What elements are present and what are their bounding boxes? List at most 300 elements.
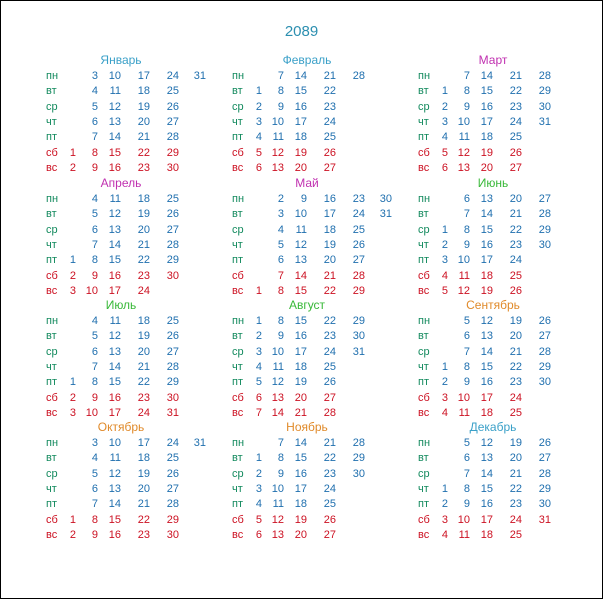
day-number: 29 xyxy=(538,360,551,373)
day-number: 23 xyxy=(509,100,522,113)
weekday-row xyxy=(46,207,216,222)
day-number: 22 xyxy=(137,376,150,389)
day-label: вс xyxy=(232,528,244,541)
day-number: 3 xyxy=(441,513,448,526)
day-number: 12 xyxy=(480,315,493,327)
weekday-row xyxy=(418,467,588,482)
day-number: 13 xyxy=(271,391,284,404)
day-label: вт xyxy=(232,208,243,221)
day-number: 6 xyxy=(463,330,470,343)
weekday-row xyxy=(418,253,588,268)
day-label: ср xyxy=(418,100,430,113)
day-number: 30 xyxy=(166,391,179,404)
day-number: 19 xyxy=(480,146,493,159)
day-number: 18 xyxy=(137,193,150,205)
day-number: 10 xyxy=(457,254,470,267)
day-label: чт xyxy=(232,115,243,128)
weekday-row xyxy=(418,513,588,528)
day-number: 14 xyxy=(294,70,307,82)
day-number: 19 xyxy=(294,146,307,159)
day-number: 17 xyxy=(108,284,121,297)
day-number: 5 xyxy=(255,513,262,526)
day-number: 10 xyxy=(271,345,284,358)
weekday-row xyxy=(46,451,216,466)
day-number: 14 xyxy=(480,208,493,221)
day-number: 26 xyxy=(323,146,336,159)
day-number: 6 xyxy=(463,452,470,465)
day-label: ср xyxy=(232,223,244,236)
day-number: 2 xyxy=(277,193,284,205)
day-number: 18 xyxy=(480,269,493,282)
day-number: 8 xyxy=(277,85,284,98)
day-number: 26 xyxy=(166,208,179,221)
weekday-row xyxy=(418,192,588,207)
day-number: 28 xyxy=(323,406,336,419)
month-title: Август xyxy=(288,298,326,312)
day-label: пн xyxy=(418,437,431,449)
day-number: 3 xyxy=(441,115,448,128)
day-number: 12 xyxy=(457,146,470,159)
day-number: 1 xyxy=(69,376,76,389)
day-label: вт xyxy=(232,452,243,465)
day-number: 10 xyxy=(271,482,284,495)
weekday-row xyxy=(232,482,402,497)
day-number: 3 xyxy=(255,115,262,128)
day-number: 1 xyxy=(255,284,262,297)
day-label: сб xyxy=(46,146,58,159)
day-number: 9 xyxy=(277,467,284,480)
weekday-row xyxy=(232,314,402,329)
day-label: чт xyxy=(418,360,429,373)
day-number: 16 xyxy=(294,330,307,343)
day-number: 20 xyxy=(137,345,150,358)
day-label: сб xyxy=(418,513,430,526)
month-title: Январь xyxy=(100,53,142,67)
day-number: 17 xyxy=(480,254,493,267)
day-number: 5 xyxy=(441,284,448,297)
day-number: 9 xyxy=(463,238,470,251)
day-number: 6 xyxy=(277,254,284,267)
day-number: 22 xyxy=(509,223,522,236)
day-number: 12 xyxy=(271,146,284,159)
month-block xyxy=(418,53,588,185)
day-number: 27 xyxy=(323,528,336,541)
day-number: 20 xyxy=(323,254,336,267)
weekday-row xyxy=(46,375,216,390)
day-number: 2 xyxy=(255,100,262,113)
day-number: 2 xyxy=(255,467,262,480)
day-number: 10 xyxy=(457,115,470,128)
day-number: 8 xyxy=(463,223,470,236)
month-title: Май xyxy=(295,176,319,190)
day-number: 6 xyxy=(463,193,470,205)
day-number: 22 xyxy=(137,513,150,526)
day-number: 7 xyxy=(91,131,98,144)
day-label: чт xyxy=(418,238,429,251)
day-number: 26 xyxy=(166,330,179,343)
weekday-row xyxy=(46,161,216,176)
day-number: 22 xyxy=(137,254,150,267)
day-label: чт xyxy=(232,360,243,373)
day-number: 18 xyxy=(323,223,336,236)
day-label: вс xyxy=(46,406,58,419)
day-number: 7 xyxy=(463,70,470,82)
month-block xyxy=(232,298,402,430)
day-number: 17 xyxy=(480,391,493,404)
day-number: 19 xyxy=(509,315,522,327)
weekday-row xyxy=(232,115,402,130)
day-number: 29 xyxy=(538,482,551,495)
day-number: 29 xyxy=(166,254,179,267)
day-label: пн xyxy=(46,193,59,205)
month-block xyxy=(46,420,216,552)
day-number: 11 xyxy=(109,193,121,205)
day-number: 6 xyxy=(91,482,98,495)
day-number: 11 xyxy=(109,452,121,465)
day-number: 15 xyxy=(108,513,121,526)
month-title: Июнь xyxy=(477,176,509,190)
day-number: 12 xyxy=(108,100,121,113)
day-number: 14 xyxy=(294,437,307,449)
month-block xyxy=(232,420,402,552)
day-number: 24 xyxy=(323,345,336,358)
day-number: 13 xyxy=(108,223,121,236)
weekday-row xyxy=(418,375,588,390)
day-number: 24 xyxy=(137,406,150,419)
day-number: 4 xyxy=(91,193,98,205)
day-label: вс xyxy=(232,161,244,174)
weekday-row xyxy=(232,513,402,528)
day-number: 28 xyxy=(538,208,551,221)
day-number: 1 xyxy=(255,452,262,465)
day-number: 24 xyxy=(166,437,179,449)
day-label: вс xyxy=(418,406,430,419)
day-number: 16 xyxy=(323,193,336,205)
day-label: ср xyxy=(232,345,244,358)
day-number: 15 xyxy=(480,482,493,495)
day-number: 5 xyxy=(91,100,98,113)
year-title: 2089 xyxy=(284,23,319,40)
weekday-row xyxy=(418,329,588,344)
day-number: 9 xyxy=(463,498,470,511)
day-number: 21 xyxy=(137,131,150,144)
day-number: 20 xyxy=(509,452,522,465)
day-number: 28 xyxy=(538,467,551,480)
month-block xyxy=(46,53,216,185)
day-number: 16 xyxy=(108,391,121,404)
weekday-row xyxy=(46,528,216,543)
day-number: 19 xyxy=(294,376,307,389)
weekday-row xyxy=(418,528,588,543)
day-number: 31 xyxy=(193,437,206,449)
day-number: 29 xyxy=(352,452,365,465)
day-label: пн xyxy=(46,70,59,82)
day-number: 2 xyxy=(255,330,262,343)
day-number: 8 xyxy=(277,315,284,327)
day-number: 11 xyxy=(458,269,470,282)
day-number: 26 xyxy=(166,467,179,480)
month-block xyxy=(46,298,216,430)
day-number: 3 xyxy=(255,345,262,358)
day-number: 23 xyxy=(352,193,365,205)
day-number: 18 xyxy=(294,360,307,373)
day-number: 7 xyxy=(91,498,98,511)
day-number: 11 xyxy=(272,131,284,144)
day-number: 12 xyxy=(294,238,307,251)
day-number: 24 xyxy=(509,254,522,267)
day-number: 3 xyxy=(69,406,76,419)
day-number: 20 xyxy=(137,223,150,236)
day-number: 14 xyxy=(108,498,121,511)
day-number: 19 xyxy=(137,330,150,343)
day-number: 6 xyxy=(91,345,98,358)
day-number: 29 xyxy=(166,376,179,389)
day-number: 1 xyxy=(255,85,262,98)
day-number: 10 xyxy=(294,208,307,221)
day-number: 10 xyxy=(108,437,121,449)
day-number: 13 xyxy=(480,193,493,205)
day-number: 5 xyxy=(91,330,98,343)
day-number: 7 xyxy=(277,70,284,82)
day-number: 21 xyxy=(323,437,336,449)
day-label: пт xyxy=(46,376,57,389)
weekday-row xyxy=(418,238,588,253)
day-number: 13 xyxy=(480,452,493,465)
day-number: 5 xyxy=(255,146,262,159)
day-number: 5 xyxy=(91,467,98,480)
day-number: 2 xyxy=(441,498,448,511)
weekday-row xyxy=(232,329,402,344)
day-number: 18 xyxy=(137,452,150,465)
day-number: 24 xyxy=(323,482,336,495)
day-number: 29 xyxy=(166,513,179,526)
day-number: 26 xyxy=(538,315,551,327)
day-label: чт xyxy=(46,115,57,128)
day-number: 14 xyxy=(108,360,121,373)
day-label: ср xyxy=(46,223,58,236)
day-number: 8 xyxy=(463,360,470,373)
day-number: 6 xyxy=(255,161,262,174)
day-label: пт xyxy=(232,131,243,144)
month-title: Март xyxy=(478,53,508,67)
weekday-row xyxy=(418,146,588,161)
day-number: 3 xyxy=(91,437,98,449)
weekday-row xyxy=(418,69,588,84)
day-number: 9 xyxy=(277,100,284,113)
day-number: 7 xyxy=(255,406,262,419)
day-number: 18 xyxy=(294,498,307,511)
day-number: 9 xyxy=(91,391,98,404)
day-number: 25 xyxy=(166,452,179,465)
day-number: 27 xyxy=(166,345,179,358)
weekday-row xyxy=(232,69,402,84)
day-number: 22 xyxy=(323,315,336,327)
day-number: 21 xyxy=(294,406,307,419)
day-number: 16 xyxy=(480,376,493,389)
day-number: 18 xyxy=(480,528,493,541)
weekday-row xyxy=(232,84,402,99)
day-number: 25 xyxy=(352,223,365,236)
day-number: 4 xyxy=(91,452,98,465)
day-label: пт xyxy=(418,498,429,511)
day-label: пт xyxy=(46,498,57,511)
day-label: вт xyxy=(418,85,429,98)
day-number: 17 xyxy=(480,513,493,526)
day-number: 8 xyxy=(463,482,470,495)
day-number: 10 xyxy=(271,115,284,128)
month-block xyxy=(232,53,402,185)
day-number: 27 xyxy=(166,482,179,495)
day-number: 23 xyxy=(137,161,150,174)
weekday-row xyxy=(418,345,588,360)
weekday-row xyxy=(232,451,402,466)
day-number: 24 xyxy=(137,284,150,297)
day-number: 3 xyxy=(277,208,284,221)
day-label: ср xyxy=(418,223,430,236)
day-number: 16 xyxy=(480,498,493,511)
weekday-row xyxy=(46,513,216,528)
day-number: 16 xyxy=(294,467,307,480)
day-number: 24 xyxy=(509,391,522,404)
weekday-row xyxy=(46,284,216,299)
day-number: 25 xyxy=(509,406,522,419)
day-number: 17 xyxy=(294,345,307,358)
day-number: 15 xyxy=(108,376,121,389)
day-number: 20 xyxy=(480,161,493,174)
day-number: 7 xyxy=(463,208,470,221)
day-number: 13 xyxy=(457,161,470,174)
day-number: 2 xyxy=(441,238,448,251)
month-title: Сентябрь xyxy=(466,298,520,312)
day-number: 12 xyxy=(108,208,121,221)
day-label: чт xyxy=(232,482,243,495)
weekday-row xyxy=(46,192,216,207)
day-number: 12 xyxy=(480,437,493,449)
day-number: 1 xyxy=(441,482,448,495)
weekday-row xyxy=(232,100,402,115)
day-number: 21 xyxy=(509,345,522,358)
day-label: сб xyxy=(232,513,244,526)
month-title: Апрель xyxy=(100,176,142,190)
day-number: 22 xyxy=(323,452,336,465)
day-number: 3 xyxy=(441,254,448,267)
day-number: 17 xyxy=(137,437,150,449)
month-title: Декабрь xyxy=(469,420,517,434)
day-number: 27 xyxy=(352,254,365,267)
weekday-row xyxy=(46,345,216,360)
weekday-row xyxy=(418,406,588,421)
day-number: 25 xyxy=(166,85,179,98)
day-number: 17 xyxy=(137,70,150,82)
day-number: 18 xyxy=(137,315,150,327)
day-number: 4 xyxy=(441,528,448,541)
day-number: 4 xyxy=(255,360,262,373)
day-number: 11 xyxy=(458,406,470,419)
weekday-row xyxy=(46,391,216,406)
day-label: пн xyxy=(46,315,59,327)
day-number: 27 xyxy=(166,115,179,128)
day-number: 23 xyxy=(323,467,336,480)
day-number: 30 xyxy=(166,528,179,541)
day-number: 13 xyxy=(108,482,121,495)
day-number: 31 xyxy=(538,115,551,128)
day-label: сб xyxy=(418,146,430,159)
month-title: Ноябрь xyxy=(286,420,328,434)
weekday-row xyxy=(46,84,216,99)
day-number: 22 xyxy=(323,85,336,98)
day-number: 20 xyxy=(294,161,307,174)
day-number: 7 xyxy=(463,467,470,480)
day-number: 16 xyxy=(294,100,307,113)
weekday-row xyxy=(418,314,588,329)
day-number: 23 xyxy=(137,269,150,282)
weekday-row xyxy=(232,497,402,512)
day-label: ср xyxy=(232,467,244,480)
day-number: 15 xyxy=(294,85,307,98)
day-number: 2 xyxy=(69,269,76,282)
weekday-row xyxy=(232,406,402,421)
day-label: пн xyxy=(232,193,245,205)
day-number: 28 xyxy=(538,345,551,358)
day-number: 1 xyxy=(441,85,448,98)
day-number: 31 xyxy=(379,208,392,221)
day-number: 20 xyxy=(137,115,150,128)
day-label: чт xyxy=(418,482,429,495)
day-label: чт xyxy=(46,482,57,495)
weekday-row xyxy=(46,253,216,268)
weekday-row xyxy=(46,223,216,238)
weekday-row xyxy=(232,238,402,253)
day-number: 8 xyxy=(91,254,98,267)
day-number: 21 xyxy=(137,238,150,251)
day-label: сб xyxy=(46,391,58,404)
day-number: 3 xyxy=(441,391,448,404)
day-number: 8 xyxy=(463,85,470,98)
day-number: 21 xyxy=(137,498,150,511)
weekday-row xyxy=(46,100,216,115)
weekday-row xyxy=(46,269,216,284)
day-number: 5 xyxy=(463,437,470,449)
day-number: 29 xyxy=(538,85,551,98)
day-number: 8 xyxy=(277,452,284,465)
day-number: 28 xyxy=(166,360,179,373)
day-number: 11 xyxy=(458,131,470,144)
day-number: 26 xyxy=(323,513,336,526)
day-number: 10 xyxy=(457,513,470,526)
day-number: 17 xyxy=(294,115,307,128)
day-number: 25 xyxy=(323,498,336,511)
day-number: 9 xyxy=(277,330,284,343)
day-number: 7 xyxy=(277,269,284,282)
day-number: 6 xyxy=(255,528,262,541)
day-number: 28 xyxy=(166,498,179,511)
month-block xyxy=(418,176,588,308)
day-label: вт xyxy=(46,85,57,98)
day-number: 16 xyxy=(480,238,493,251)
weekday-row xyxy=(418,391,588,406)
day-number: 30 xyxy=(352,330,365,343)
day-number: 9 xyxy=(91,269,98,282)
day-number: 19 xyxy=(323,238,336,251)
day-label: пт xyxy=(46,254,57,267)
day-number: 21 xyxy=(509,208,522,221)
day-label: чт xyxy=(46,360,57,373)
day-number: 15 xyxy=(294,315,307,327)
day-number: 6 xyxy=(255,391,262,404)
day-number: 13 xyxy=(271,161,284,174)
day-number: 19 xyxy=(480,284,493,297)
day-number: 5 xyxy=(441,146,448,159)
